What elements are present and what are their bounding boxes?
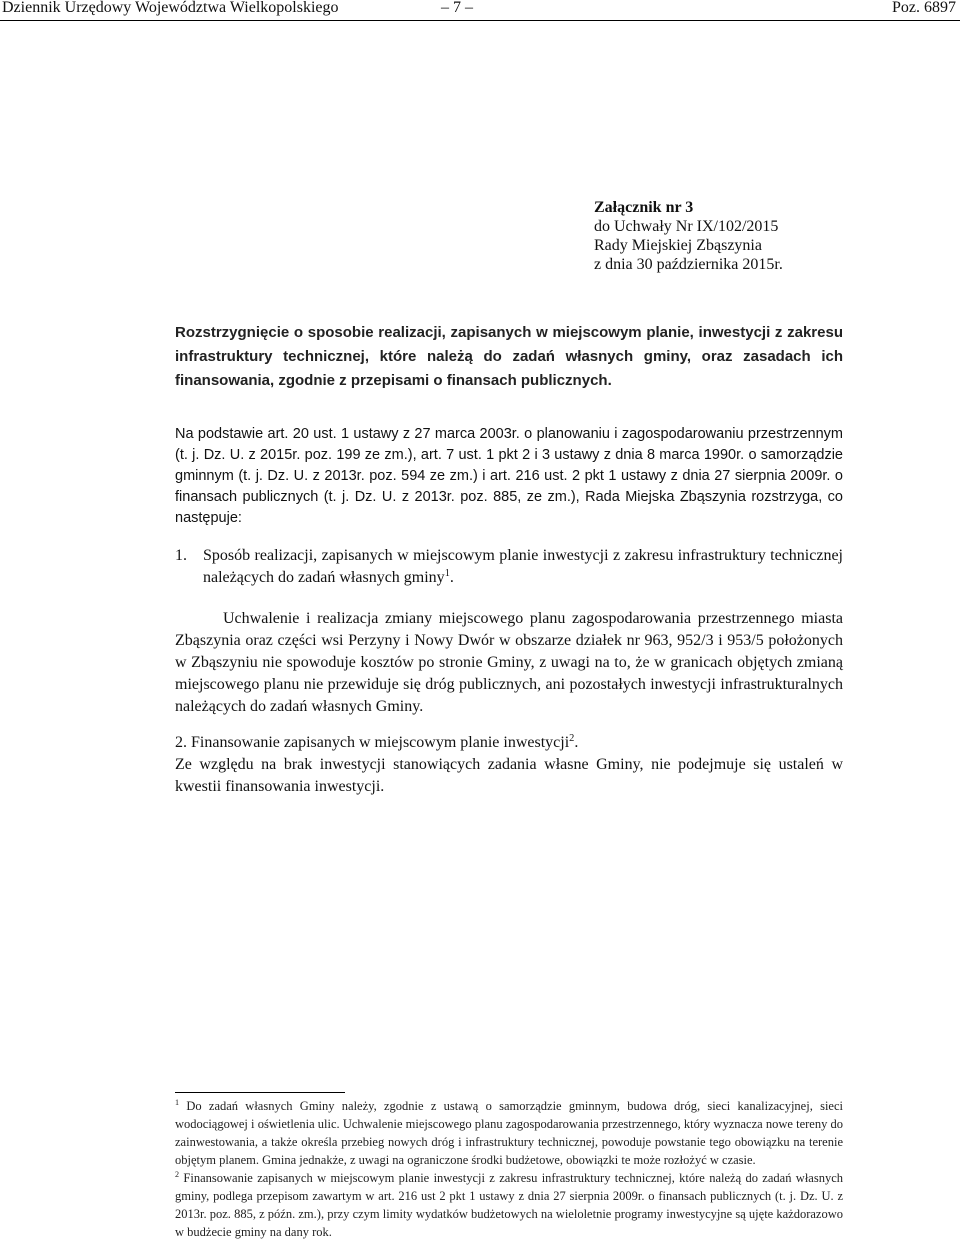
page-number: – 7 – xyxy=(441,0,473,16)
annex-date: z dnia 30 października 2015r. xyxy=(594,256,783,273)
footnote-2: $^2$ Finansowanie zapisanych w miejscowym planie inwestycji z zakresu infrastruktury technicznej, które należą do zadań własnych gminy, podlega przepisom zawartym w art. 216 ust 2 pkt 1 ustawy z dnia 27 sierpnia 2009r. o finansach publicznych (t. j. Dz. U. z 2013r. poz. 885, z późn. zm.), przy czym limity wydatków budżetowych na wieloletnie programy inwestycyjne są ujęte każdorazowo w budżecie gminy na dany rok. xyxy=(175,1170,844,1239)
annex-title: Załącznik nr 3 xyxy=(594,199,694,216)
resolution-title: Rozstrzygnięcie o sposobie realizacji, zapisanych w miejscowym planie, inwestycji z zakresu infrastruktury technicznej, które należą do zadań własnych gminy, oraz zasadach ich finansowania, zgodnie z przepisami o finansach publicznych. xyxy=(175,324,843,389)
footnote-divider xyxy=(175,1092,345,1093)
section-2-text: Ze względu na brak inwestycji stanowiących zadania własne Gminy, nie podejmuje się ustaleń w kwestii finansowania inwestycji. xyxy=(175,756,843,795)
section-2 xyxy=(175,732,843,798)
main-paragraph: Uchwalenie i realizacja zmiany miejscowego planu zagospodarowania przestrzennego miasta Zbąszynia oraz części wsi Perzyny i Nowy Dwór w obszarze działek nr 963, 952/3 i 953/5 położonych w Zbąszyniu nie spowoduje kosztów po stronie Gminy, z uwagi na to, że w granicach objętych zmianą miejscowego planu nie przewiduje się dróg publicznych, ani pozostałych inwestycji infrastrukturalnych należących do zadań własnych Gminy. xyxy=(175,610,843,715)
annex-council: Rady Miejskiej Zbąszynia xyxy=(594,237,762,254)
section-2-heading: 2. Finansowanie zapisanych w miejscowym planie inwestycji$^2$. xyxy=(175,732,579,751)
position-number: Poz. 6897 xyxy=(892,0,956,16)
footnote-1: $^1$ Do zadań własnych Gminy należy, zgodnie z ustawą o samorządzie gminnym, budowa dróg, sieci kanalizacyjnej, sieci wodociągowej i oświetlenia ulic. Uchwalenie miejscowego planu zagospodarowania przestrzennego, który wyznacza nowe tereny do zainwestowania, a także określa przebieg nowych dróg i infrastruktury technicznej, powoduje powstanie tego obowiązku na terenie objętym planem. Gmina jednakże, z uwagi na ograniczone środki budżetowe, obowiązki te może rozłożyć w czasie. xyxy=(175,1098,844,1167)
section-1-text: Sposób realizacji, zapisanych w miejscowym planie inwestycji z zakresu infrastruktury technicznej należących do zadań własnych gminy$^1$. xyxy=(203,547,843,586)
footnotes xyxy=(175,1097,843,1241)
journal-title: Dziennik Urzędowy Województwa Wielkopolskiego xyxy=(2,0,339,16)
annex-resolution: do Uchwały Nr IX/102/2015 xyxy=(594,218,779,235)
section-1-number: 1. xyxy=(175,547,187,564)
section-1 xyxy=(175,545,843,589)
legal-basis: Na podstawie art. 20 ust. 1 ustawy z 27 marca 2003r. o planowaniu i zagospodarowaniu przestrzennym (t. j. Dz. U. z 2015r. poz. 199 ze zm.), art. 7 ust. 1 pkt 2 i 3 ustawy z dnia 8 marca 1990r. o samorządzie gminnym (t. j. Dz. U. z 2013r. poz. 594 ze zm.) i art. 216 ust. 2 pkt 1 ustawy z dnia 27 sierpnia 2009r. o finansach publicznych (t. j. Dz. U. z 2013r. poz. 885, ze zm.), Rada Miejska Zbąszynia rozstrzyga, co następuje: xyxy=(175,426,843,526)
footnote-ref-1: 1 xyxy=(444,567,450,579)
footnote-ref-2: 2 xyxy=(569,732,575,744)
page-header xyxy=(0,0,960,21)
annex-block xyxy=(594,198,783,274)
